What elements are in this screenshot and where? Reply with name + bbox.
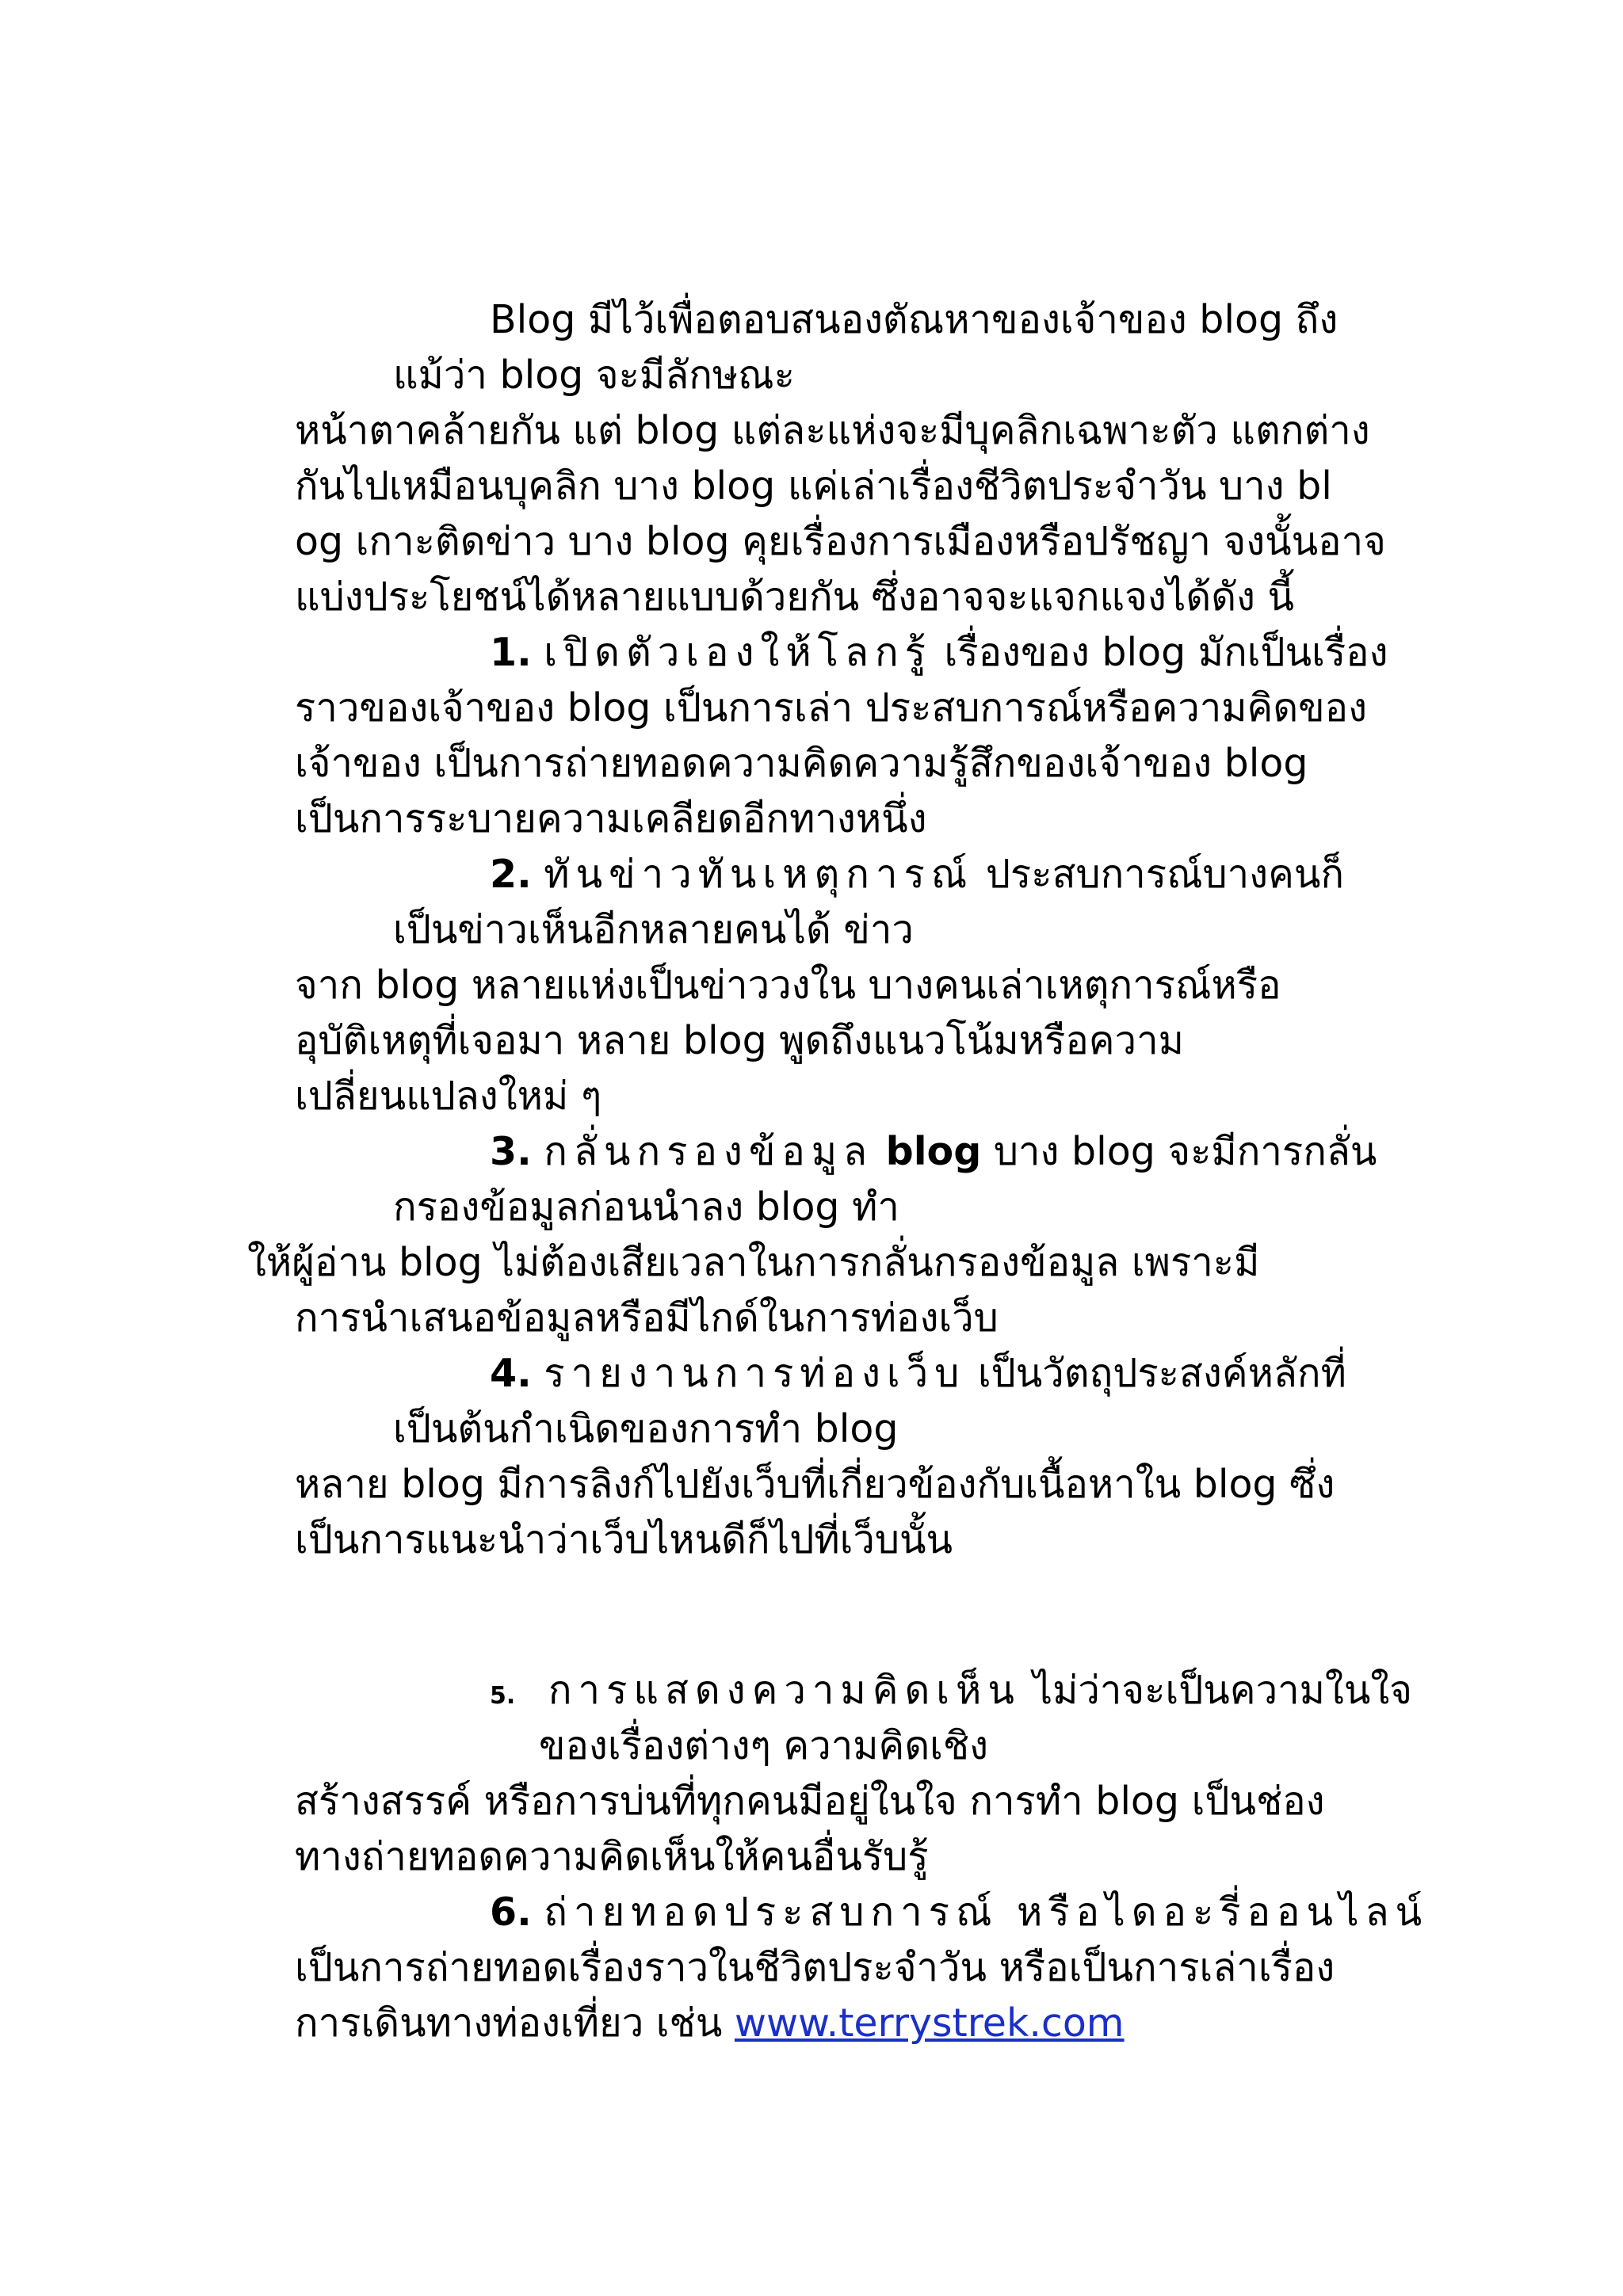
item2-line-3: อุบัติเหตุที่เจอมา หลาย blog พูดถึงแนวโน้มหรือความ — [295, 1018, 1184, 1063]
item6-last-text: การเดินทางท่องเที่ยว เช่น — [295, 2000, 735, 2046]
item1-line-1: ราวของเจ้าของ blog เป็นการเล่า ประสบการณ์หรือความคิดของ — [295, 685, 1368, 730]
item5-number: 5. — [490, 1682, 516, 1710]
item1-line-3: เป็นการระบายความเคลียดอีกทางหนึ่ง — [295, 796, 927, 841]
item3-text: บาง blog จะมีการกลั่น — [993, 1129, 1377, 1174]
intro-line-2: แม้ว่า blog จะมีลักษณะ — [393, 353, 795, 398]
item5-heading: การแสดงความคิดเห็น — [548, 1668, 1021, 1713]
item1-heading: เปิดตัวเองให้โลกรู้ — [544, 630, 932, 675]
item2-line-2: จาก blog หลายแห่งเป็นข่าววงใน บางคนเล่าเหตุการณ์หรือ — [295, 963, 1281, 1008]
item4-line-2: หลาย blog มีการลิงก์ไปยังเว็บที่เกี่ยวข้องกับเนื้อหาใน blog ซึ่ง — [295, 1462, 1335, 1507]
item2-heading: ทันข่าวทันเหตุการณ์ — [544, 852, 974, 897]
item2-text: ประสบการณ์บางคนก็ — [985, 852, 1345, 897]
item5-line-3: ทางถ่ายทอดความคิดเห็นให้คนอื่นรับรู้ — [295, 1834, 929, 1879]
item3-line-3: การนำเสนอข้อมูลหรือมีไกด์ในการท่องเว็บ — [295, 1295, 999, 1341]
item4-line-1: เป็นต้นกำเนิดของการทำ blog — [393, 1406, 899, 1451]
item2-number: 2. — [490, 852, 532, 897]
item3-heading-bold: blog — [885, 1129, 982, 1174]
item6-number: 6. — [490, 1890, 532, 1935]
item6-line-2 — [295, 2000, 1125, 2047]
item4-text: เป็นวัตถุประสงค์หลักที่ — [977, 1351, 1346, 1396]
item1-number: 1. — [490, 630, 532, 675]
item2-line-1: เป็นข่าวเห็นอีกหลายคนได้ ข่าว — [393, 907, 914, 952]
item1-heading-line — [490, 629, 1388, 677]
item6-heading: ถ่ายทอดประสบการณ์ หรือไดอะรี่ออนไลน์ — [544, 1890, 1429, 1935]
item4-line-3: เป็นการแนะนำว่าเว็บไหนดีก็ไปที่เว็บนั้น — [295, 1517, 953, 1562]
item4-heading-line — [490, 1350, 1346, 1398]
intro-line-1: Blog มีไว้เพื่อตอบสนองตัณหาของเจ้าของ blog ถึง — [490, 297, 1338, 342]
terrystrek-link[interactable]: www.terrystrek.com — [734, 2000, 1125, 2046]
intro-line-4: กันไปเหมือนบุคลิก บาง blog แค่เล่าเรื่องชีวิตประจำวัน บาง bl — [295, 463, 1332, 509]
item1-line-2: เจ้าของ เป็นการถ่ายทอดความคิดความรู้สึกของเจ้าของ blog — [295, 741, 1308, 786]
item5-text: ไม่ว่าจะเป็นความในใจ — [1033, 1668, 1412, 1713]
item5-line-2: สร้างสรรค์ หรือการบ่นที่ทุกคนมีอยู่ในใจ การทำ blog เป็นช่อง — [295, 1779, 1325, 1824]
item6-heading-line — [490, 1889, 1428, 1936]
intro-line-5: og เกาะติดข่าว บาง blog คุยเรื่องการเมืองหรือปรัชญา จงนั้นอาจ — [295, 519, 1386, 564]
item3-heading-line — [490, 1128, 1377, 1176]
intro-line-3: หน้าตาคล้ายกัน แต่ blog แต่ละแห่งจะมีบุคลิกเฉพาะตัว แตกต่าง — [295, 408, 1370, 453]
item6-line-1: เป็นการถ่ายทอดเรื่องราวในชีวิตประจำวัน หรือเป็นการเล่าเรื่อง — [295, 1945, 1335, 1990]
item3-number: 3. — [490, 1129, 532, 1174]
item4-number: 4. — [490, 1351, 532, 1396]
item2-line-4: เปลี่ยนแปลงใหม่ ๆ — [295, 1074, 602, 1119]
item5-heading-line — [490, 1667, 1412, 1720]
item2-heading-line — [490, 851, 1344, 898]
item3-line-2: ให้ผู้อ่าน blog ไม่ต้องเสียเวลาในการกลั่นกรองข้อมูล เพราะมี — [247, 1240, 1260, 1285]
item5-line-1: ของเรื่องต่างๆ ความคิดเชิง — [539, 1723, 989, 1768]
item3-line-1: กรองข้อมูลก่อนนำลง blog ทำ — [393, 1184, 899, 1230]
item1-text: เรื่องของ blog มักเป็นเรื่อง — [944, 630, 1388, 675]
item4-heading: รายงานการท่องเว็บ — [544, 1351, 966, 1396]
item3-heading: กลั่นกรองข้อมูล — [544, 1129, 874, 1174]
intro-line-6: แบ่งประโยชน์ได้หลายแบบด้วยกัน ซึ่งอาจจะแจกแจงได้ดัง นี้ — [295, 574, 1295, 620]
